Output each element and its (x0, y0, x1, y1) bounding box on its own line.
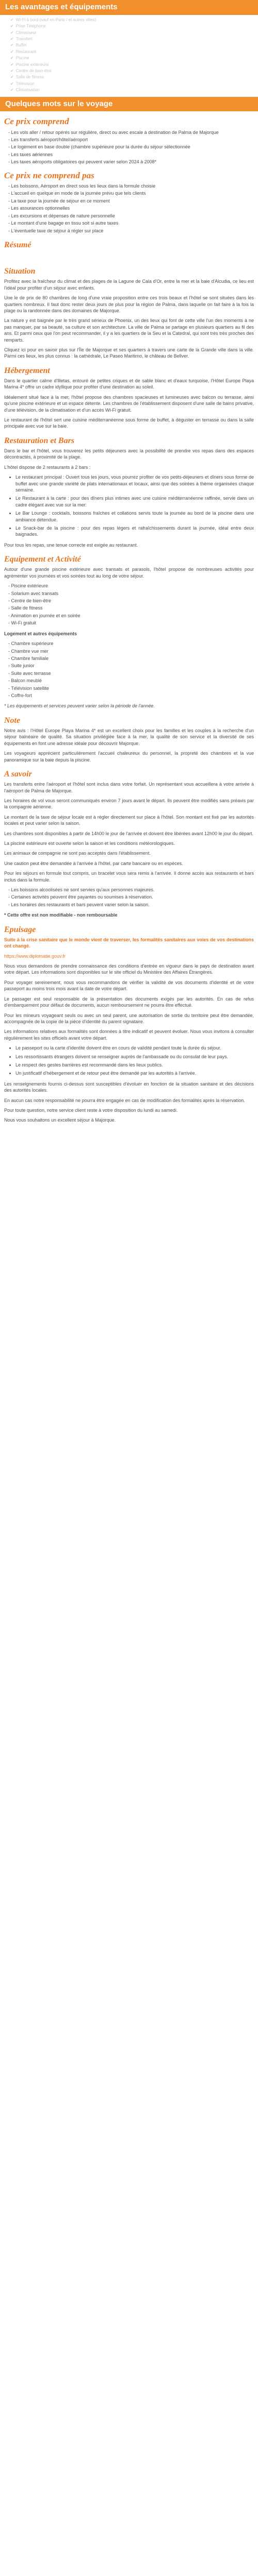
links-section-title (0, 97, 258, 112)
amenity-item (10, 42, 258, 48)
diplomatie-link[interactable]: https://www.diplomatie.gouv.fr (4, 953, 66, 959)
savoir-item: - Les horaires des restaurants et bars peuvent varier selon la saison. (8, 902, 150, 907)
check-icon: ✔ (10, 30, 14, 35)
epuisage-paragraph: Le passager est seul responsable de la présentation des documents exigés par les autorités. En cas de refus d'embarquement pour défaut de documents, aucun remboursement ne pourra être effectué. (4, 996, 254, 1008)
excluded-item: - La taxe pour la journée de séjour en ce moment (8, 198, 110, 204)
links-title-text: Quelques mots sur le voyage (5, 99, 113, 108)
included-item: - Le logement en base double (chambre supérieure pour la durée du séjour sélectionnée (8, 144, 190, 150)
equipment-item: - Piscine extérieure (8, 583, 49, 589)
included-list (4, 129, 254, 165)
amenity-label: Salle de fitness (15, 75, 44, 80)
savoir-paragraph: Les chambres sont disponibles à partir de 14h00 le jour de l'arrivée et doivent être libérées avant 12h00 le jour du départ. (4, 831, 254, 836)
excluded-item: - Le montant d'une bagage en tissu soit si autre taxes (8, 221, 119, 226)
check-icon: ✔ (10, 49, 14, 54)
situation-text (4, 278, 254, 359)
excluded-item: - L'accueil en quelque en mode de la journée prévu que tels clients (8, 191, 146, 196)
epuisage-closing-paragraph: En aucun cas notre responsabilité ne pourra être engagée en cas de modification des formalités après la réservation. (4, 1097, 245, 1103)
equipment-intro: Autour d'une grande piscine extérieure avec transats et parasols, l'hôtel propose de nombreuses activités pour agrémenter vos journées et vos soirées tout au long de votre séjour. (4, 567, 254, 579)
amenities-title-text: Les avantages et équipements (5, 3, 118, 11)
amenity-label: Télévision (15, 81, 35, 86)
room-item: - Chambre supérieure (8, 641, 54, 647)
restaurant-item: • Le restaurant principal : Ouvert tous les jours, vous pourrez profiter de vos petits-déjeuners et dîners sous forme de buffet avec une grande variété de plats internationaux et locaux, ainsi que des soirées à thème organisées chaque semaine. (15, 474, 254, 493)
amenity-label: Restaurant (15, 49, 36, 54)
equipment-item: - Animation en journée et en soirée (8, 613, 80, 618)
savoir-paragraph: Une caution peut être demandée à l'arrivée à l'hôtel, par carte bancaire ou en espèces. (4, 860, 183, 866)
situation-paragraph: Cliquez ici pour en savoir plus sur l'Île de Majorque et ses quartiers à travers une carte de la Grande ville dans la ville. Parmi ces lieux, les plus connus : la cathédrale, Le Paseo Maritimo, le château de Bellver. (4, 347, 254, 359)
savoir-footer: * Cette offre est non modifiable - non remboursable (4, 912, 118, 918)
epuisage-paragraph: Pour les mineurs voyageant seuls ou avec un seul parent, une autorisation de sortie du territoire peut être demandée, accompagnée de la copie de la pièce d'identité du parent signataire. (4, 1012, 254, 1024)
epuisage-text (4, 963, 254, 1041)
restaurants-meal: L'hôtel dispose de 2 restaurants à 2 bars : (4, 464, 91, 470)
restaurants-list (4, 474, 254, 538)
savoir-paragraph: La piscine extérieure est ouverte selon la saison et les conditions météorologiques. (4, 841, 175, 846)
excluded-item: - Les excursions et dépenses de nature personnelle (8, 213, 115, 218)
room-item: - Suite junior (8, 663, 35, 669)
check-icon: ✔ (10, 75, 14, 80)
equipment-item: - Wi-Fi gratuit (8, 620, 36, 626)
savoir-paragraph: Pour les séjours en formule tout compris, un bracelet vous sera remis à l'arrivée. Il donne accès aux restaurants et bars inclus dans la formule. (4, 871, 254, 883)
room-item: - Coffre-fort (8, 692, 32, 698)
epuisage-item: • Le passeport ou la carte d'identité doivent être en cours de validité pendant toute la durée du séjour. (15, 1045, 254, 1051)
amenity-item (10, 55, 258, 61)
restaurants-heading: Restauration et Bars (4, 436, 75, 445)
excluded-heading: Ce prix ne comprend pas (4, 170, 94, 180)
epuisage-paragraph: Les informations relatives aux formalités sont données à titre indicatif et peuvent évoluer. Nous vous invitons à consulter régulièrement les sites officiels avant votre départ. (4, 1029, 254, 1041)
amenity-label: Buffet (15, 43, 27, 48)
amenities-section-title (0, 0, 258, 15)
included-item: - Les taxes aéroports obligatoires qui peuvent varier selon 2024 à 2008* (8, 159, 157, 165)
room-item: - Chambre vue mer (8, 648, 49, 654)
epuisage-paragraph: Nous vous demandons de prendre connaissance des conditions d'entrée en vigueur dans le pays de destination avant votre départ. Les informations sont disponibles sur le site officiel du Ministère des Affaires Étrangères. (4, 963, 254, 975)
epuisage-list (4, 1045, 254, 1077)
savoir-item: - Les boissons alcoolisées ne sont servies qu'aux personnes majeures. (8, 887, 155, 893)
amenity-item (10, 49, 258, 55)
excluded-list (4, 183, 254, 234)
amenity-label: Transfert (15, 36, 33, 41)
situation-paragraph: La nature y est baignée par le très grand sérieux de Phoenix, un des lieux qui font de cette ville l'un des moments à ne pas manquer, par sa beauté, sa culture et son architecture. La ville de Palma se partage en plusieurs quartiers au fil des ans. Et parmi ceux que l'on peut recommander, il y a les quartiers de la Seu et la Catedral, qui sont très très proches des remparts. (4, 318, 254, 343)
lodging-paragraph: Le restaurant de l'hôtel sert une cuisine méditerranéenne sous forme de buffet, à déguster en terrasse ou dans la salle principale avec vue sur la baie. (4, 417, 254, 429)
check-icon: ✔ (10, 36, 14, 41)
description-content (0, 116, 258, 1124)
restaurant-item: • Le Restaurant à la carte : pour des dîners plus intimes avec une cuisine méditerranéenne raffinée, servie dans un cadre élégant avec vue sur la mer. (15, 495, 254, 508)
lodging-paragraph: Idéalement situé face à la mer, l'hôtel propose des chambres spacieuses et lumineuses avec balcon ou terrasse, ainsi qu'une piscine extérieure et un espace détente. Les chambres de l'établissement disposent d'une salle de bains privative, d'une télévision, de la climatisation et d'un accès Wi-Fi gratuit. (4, 394, 254, 413)
restaurant-item: • Le Snack-bar de la piscine : pour des repas légers et rafraîchissements durant la journée, idéal entre deux baignades. (15, 525, 254, 538)
epuisage-item: • Les ressortissants étrangers doivent se renseigner auprès de l'ambassade ou du consulat de leur pays. (15, 1054, 254, 1060)
restaurants-note: Pour tous les repas, une tenue correcte est exigée au restaurant. (4, 542, 138, 548)
restaurants-intro: Dans le bar et l'hôtel, vous trouverez les petits déjeuners avec la possibilité de prendre vos repas dans des espaces décontractés, à proximité de la plage. (4, 448, 254, 460)
included-item: - Les vols aller / retour opérés sur régulière, direct ou avec escale à destination de Palma de Majorque (8, 129, 219, 135)
epuisage-item: • Un justificatif d'hébergement et de retour peut être demandé par les autorités à l'arrivée. (15, 1070, 254, 1076)
amenity-label: Climatiseur (15, 30, 37, 35)
savoir-item: - Certaines activités peuvent être payantes ou soumises à réservation. (8, 894, 153, 900)
check-icon: ✔ (10, 56, 14, 61)
note-text (4, 727, 254, 763)
amenity-label: Prise Téléphone (15, 24, 46, 29)
room-item: - Télévision satellite (8, 685, 49, 691)
lodging-paragraph: Dans le quartier calme d'Illetas, entouré de petites criques et de sable blanc et d'eaux turquoise, l'Hôtel Europe Playa Marina 4* offre un cadre idyllique pour profiter d'une destination au soleil. (4, 378, 254, 390)
rooms-list (4, 640, 254, 699)
room-item: - Suite avec terrasse (8, 670, 51, 676)
amenities-list (0, 17, 258, 94)
epuisage-closing (4, 1081, 254, 1124)
equipment-item: - Salle de fitness (8, 605, 43, 611)
check-icon: ✔ (10, 81, 14, 86)
epuisage-closing-paragraph: Pour toute question, notre service client reste à votre disposition du lundi au samedi. (4, 1107, 178, 1113)
epuisage-paragraph: Pour voyager sereinement, nous vous recommandons de vérifier la validité de vos documents d'identité et de votre passeport au moins trois mois avant la date de votre départ. (4, 979, 254, 992)
situation-paragraph: Profitez avec la fraîcheur du climat et des plages de la Lagune de Cala d'Or, entre la mer et la baie d'Alcudia, ce lieu est l'idéal pour profiter d'un séjour avec enfants. (4, 279, 254, 291)
note-heading: Note (4, 716, 21, 725)
epuisage-item: • Le respect des gestes barrières est recommandé dans les lieux publics. (15, 1062, 254, 1068)
note-paragraph: Les voyageurs apprécient particulièrement l'accueil chaleureux du personnel, la propreté des chambres et la vue panoramique sur la baie depuis la piscine. (4, 751, 254, 762)
restaurant-item: • Le Bar Lounge : cocktails, boissons fraîches et collations servis toute la journée au bord de la piscine dans une ambiance détendue. (15, 510, 254, 523)
rooms-title: Logement et autres équipements (4, 631, 77, 636)
check-icon: ✔ (10, 68, 14, 73)
amenity-label: Piscine extérieure (15, 62, 49, 67)
savoir-paragraph: Les animaux de compagnie ne sont pas acceptés dans l'établissement. (4, 851, 151, 856)
amenity-item (10, 17, 258, 23)
rooms-note: * Les équipements et services peuvent varier selon la période de l'année. (4, 703, 155, 709)
lodging-heading: Hébergement (4, 366, 50, 375)
amenity-label: Wi-Fi à bord (sauf en Paris / et autres villes) (15, 17, 96, 22)
included-item: - Les transferts aéroport/hôtel/aéroport (8, 137, 88, 143)
amenity-item (10, 23, 258, 29)
equipment-item: - Solarium avec transats (8, 590, 59, 596)
epuisage-heading: Epuisage (4, 925, 36, 934)
amenity-item (10, 68, 258, 74)
amenity-item (10, 87, 258, 93)
situation-heading: Situation (4, 267, 36, 276)
summary-heading: Résumé (4, 240, 31, 249)
savoir-heading: A savoir (4, 769, 32, 778)
amenity-item (10, 36, 258, 42)
room-item: - Balcon meublé (8, 678, 42, 684)
excluded-item: - L'éventuelle taxe de séjour à régler sur place (8, 228, 104, 233)
included-item: - Les taxes aériennes (8, 151, 53, 157)
amenity-item (10, 74, 258, 80)
amenity-label: Climatisation (15, 88, 40, 93)
equipment-item: - Centre de bien-être (8, 598, 52, 604)
note-paragraph: Notre avis : l'Hôtel Europe Playa Marina 4* est un excellent choix pour les familles et les couples à la recherche d'un séjour balnéaire de qualité. Sa situation privilégiée face à la mer, la qualité de son service et la diversité de ses équipements en font une adresse idéale pour découvrir Majorque. (4, 727, 254, 746)
check-icon: ✔ (10, 24, 14, 29)
check-icon: ✔ (10, 17, 14, 22)
amenity-item (10, 62, 258, 68)
excluded-item: - Les boissons, Aéroport en direct sous les lieux dans la formule choisie (8, 183, 156, 189)
savoir-paragraph: Les horaires de vol vous seront communiqués environ 7 jours avant le départ. Ils peuvent être modifiés sans préavis par la compagnie aérienne. (4, 798, 254, 810)
savoir-paragraph: Les transferts entre l'aéroport et l'hôtel sont inclus dans votre forfait. Un représentant vous accueillera à votre arrivée à l'aéroport de Palma de Majorque. (4, 782, 254, 793)
savoir-paragraph: Le montant de la taxe de séjour locale est à régler directement sur place à l'hôtel. Son montant est fixé par les autorités locales et peut varier selon la saison. (4, 814, 254, 826)
amenity-item (10, 30, 258, 36)
amenity-label: Piscine (15, 56, 29, 61)
room-item: - Chambre familiale (8, 655, 49, 661)
epuisage-closing-paragraph: Les renseignements fournis ci-dessus sont susceptibles d'évoluer en fonction de la situation sanitaire et des décisions des autorités locales. (4, 1081, 254, 1093)
amenity-label: Centre de bien-être (15, 68, 52, 73)
check-icon: ✔ (10, 43, 14, 48)
amenity-item (10, 81, 258, 87)
situation-paragraph: Une le de prix de 80 chambres de long d'une vraie proposition entre ces trois beaux et l'hôtel se sont situées dans les quartiers nombreux. Il faut donc rester deux jours de plus pour la région de Palma, dans laquelle on fait faire à la fois la plage ou la randonnée dans des domaines de Majorque. (4, 295, 254, 313)
check-icon: ✔ (10, 62, 14, 67)
lodging-text (4, 378, 254, 430)
epuisage-closing-paragraph: Nous vous souhaitons un excellent séjour à Majorque. (4, 1117, 116, 1123)
equipment-heading: Equipement et Activité (4, 555, 81, 564)
savoir-items (4, 887, 254, 908)
page (0, 0, 258, 1124)
savoir-text (4, 781, 254, 883)
equipment-list (4, 583, 254, 626)
check-icon: ✔ (10, 88, 14, 93)
excluded-item: - Les assurances optionnelles (8, 206, 70, 211)
included-heading: Ce prix comprend (4, 116, 69, 127)
epuisage-intro: Suite à la crise sanitaire que le monde vient de traverser, les formalités sanitaires aux voies de vos destinations ont changé. (4, 937, 254, 949)
